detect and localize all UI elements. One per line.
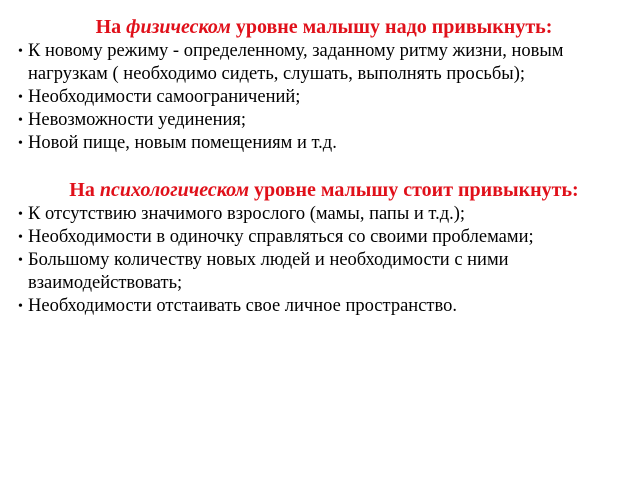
bullet-icon: •	[18, 230, 23, 245]
bullet-icon: •	[18, 253, 23, 268]
bullet-icon: •	[18, 207, 23, 222]
list-item: • Необходимости отстаивать свое личное пространство.	[18, 296, 457, 316]
section2-heading	[18, 177, 630, 203]
document-page	[18, 14, 630, 318]
bullet-icon: •	[18, 136, 23, 151]
section2-heading-prefix: На	[69, 179, 100, 201]
section2-heading-italic: психологическом	[99, 179, 250, 201]
section1-heading-italic: физическом	[126, 16, 231, 38]
section1-heading	[18, 14, 630, 40]
section-spacer	[18, 155, 630, 177]
list-item: • Необходимости в одиночку справляться со своими проблемами;	[18, 227, 534, 247]
section2-list	[18, 203, 630, 318]
bullet-icon: •	[18, 299, 23, 314]
bullet-icon: •	[18, 113, 23, 128]
list-item: • Необходимости самоограничений;	[18, 87, 301, 107]
section1-list	[18, 40, 630, 155]
section2-heading-suffix: уровне малышу стоит привыкнуть:	[249, 179, 579, 201]
list-item: • К новому режиму - определенному, заданному ритму жизни, новым нагрузкам ( необходимо сидеть, слушать, выполнять просьбы);	[18, 41, 564, 84]
list-item: • Большому количеству новых людей и необходимости с ними взаимодействовать;	[18, 250, 509, 293]
list-item: • Невозможности уединения;	[18, 110, 247, 130]
section1-heading-suffix: уровне малышу надо привыкнуть:	[230, 16, 553, 38]
bullet-icon: •	[18, 44, 23, 59]
list-item: • Новой пище, новым помещениям и т.д.	[18, 133, 337, 153]
list-item: • К отсутствию значимого взрослого (мамы, папы и т.д.);	[18, 204, 466, 224]
bullet-icon: •	[18, 90, 23, 105]
section1-heading-prefix: На	[95, 16, 127, 38]
